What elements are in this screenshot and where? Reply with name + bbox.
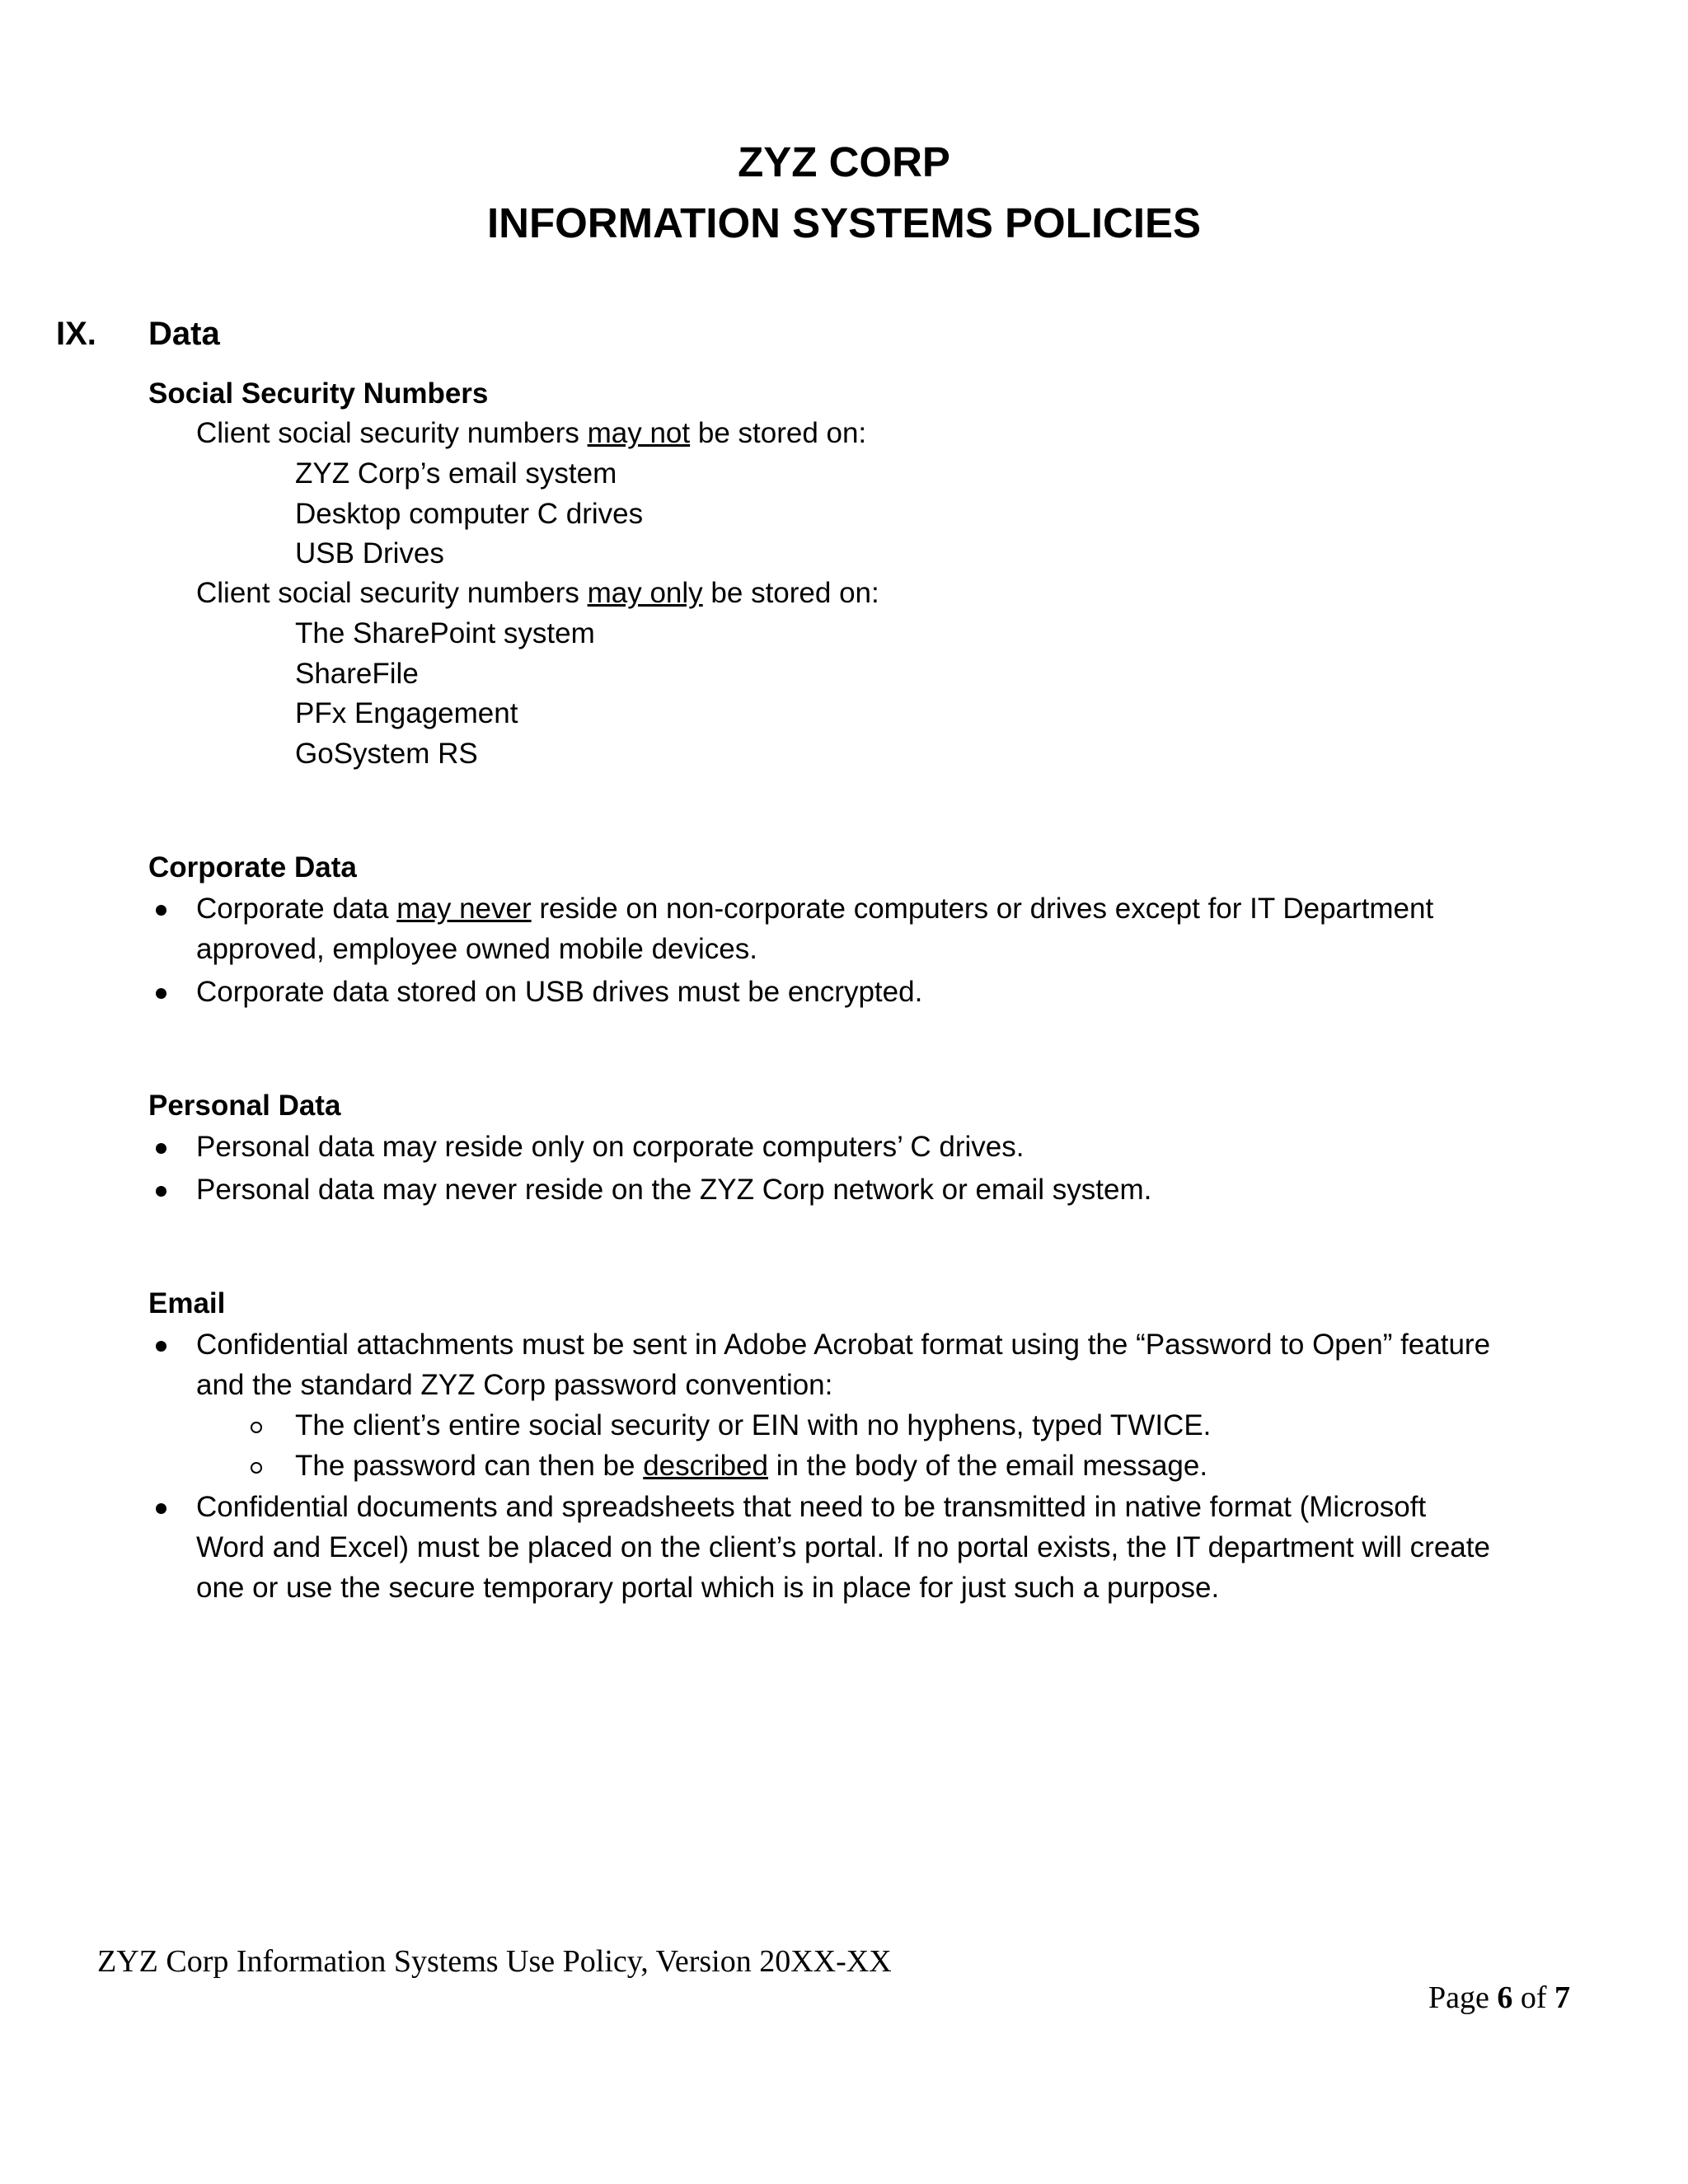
bullet-icon bbox=[148, 1329, 173, 1361]
corporate-bullet-1-line-1 bbox=[196, 893, 1433, 926]
page-of: of bbox=[1512, 1980, 1554, 2015]
company-name: ZYZ CORP bbox=[738, 138, 950, 185]
email-bullet-2-line-1: Confidential documents and spreadsheets that need to be transmitted in native format (Microsoft bbox=[196, 1491, 1427, 1523]
ssn-not-prefix: Client social security numbers bbox=[196, 417, 588, 449]
email-sub2-emphasis: described bbox=[643, 1450, 768, 1482]
bullet-icon bbox=[148, 1491, 173, 1524]
bullet-icon bbox=[148, 976, 173, 1009]
personal-data-heading: Personal Data bbox=[148, 1090, 341, 1122]
personal-bullet-2: Personal data may never reside on the ZYZ Corp network or email system. bbox=[196, 1174, 1152, 1206]
ssn-not-emphasis: may not bbox=[587, 417, 691, 449]
email-heading: Email bbox=[148, 1287, 226, 1319]
email-bullet-2-line-2: Word and Excel) must be placed on the client’s portal. If no portal exists, the IT department will create bbox=[196, 1531, 1490, 1563]
corporate-bullet-2: Corporate data stored on USB drives must be encrypted. bbox=[196, 976, 923, 1008]
bullet-icon bbox=[148, 1131, 173, 1164]
corporate-b1-emphasis: may never bbox=[396, 893, 532, 925]
section-title: Data bbox=[148, 316, 220, 352]
ssn-only-emphasis: may only bbox=[587, 577, 703, 609]
personal-bullet-1: Personal data may reside only on corporate computers’ C drives. bbox=[196, 1131, 1025, 1163]
section-number: IX. bbox=[56, 316, 96, 352]
footer-document-title: ZYZ Corp Information Systems Use Policy, Version 20XX-XX bbox=[97, 1944, 892, 1979]
document-title: INFORMATION SYSTEMS POLICIES bbox=[486, 199, 1202, 246]
bullet-icon bbox=[148, 893, 173, 926]
sub-bullet-icon bbox=[244, 1450, 269, 1483]
ssn-not-item: ZYZ Corp’s email system bbox=[295, 457, 617, 490]
ssn-only-prefix: Client social security numbers bbox=[196, 577, 588, 609]
ssn-not-suffix: be stored on: bbox=[690, 417, 867, 449]
sub-bullet-icon bbox=[244, 1409, 269, 1442]
email-bullet-1-line-2: and the standard ZYZ Corp password convention: bbox=[196, 1369, 833, 1401]
email-sub-bullet-2 bbox=[295, 1450, 1207, 1483]
ssn-only-item: ShareFile bbox=[295, 658, 419, 690]
email-sub2-suffix: in the body of the email message. bbox=[767, 1450, 1208, 1482]
email-bullet-1-line-1: Confidential attachments must be sent in Adobe Acrobat format using the “Password to Open” feature bbox=[196, 1329, 1491, 1361]
corporate-bullet-1-line-2: approved, employee owned mobile devices. bbox=[196, 933, 757, 965]
ssn-not-stored-line bbox=[196, 417, 866, 450]
ssn-only-item: The SharePoint system bbox=[295, 617, 595, 649]
page-label: Page bbox=[1428, 1980, 1498, 2015]
ssn-only-item: PFx Engagement bbox=[295, 697, 518, 729]
corporate-b1-prefix: Corporate data bbox=[196, 893, 397, 925]
email-sub2-prefix: The password can then be bbox=[295, 1450, 644, 1482]
corporate-b1-suffix: reside on non-corporate computers or drives except for IT Department bbox=[531, 893, 1434, 925]
corporate-data-heading: Corporate Data bbox=[148, 851, 357, 883]
ssn-not-item: Desktop computer C drives bbox=[295, 498, 644, 530]
ssn-heading: Social Security Numbers bbox=[148, 377, 489, 410]
ssn-not-item: USB Drives bbox=[295, 537, 444, 569]
email-bullet-2-line-3: one or use the secure temporary portal which is in place for just such a purpose. bbox=[196, 1572, 1220, 1604]
page-number bbox=[1428, 1980, 1570, 2016]
ssn-only-stored-line bbox=[196, 577, 879, 610]
page-current: 6 bbox=[1497, 1980, 1513, 2015]
ssn-only-suffix: be stored on: bbox=[702, 577, 879, 609]
document-header bbox=[0, 132, 1688, 254]
ssn-only-item: GoSystem RS bbox=[295, 738, 478, 770]
page-total: 7 bbox=[1554, 1980, 1570, 2015]
bullet-icon bbox=[148, 1174, 173, 1207]
email-sub-bullet-1: The client’s entire social security or EIN with no hyphens, typed TWICE. bbox=[295, 1409, 1212, 1441]
